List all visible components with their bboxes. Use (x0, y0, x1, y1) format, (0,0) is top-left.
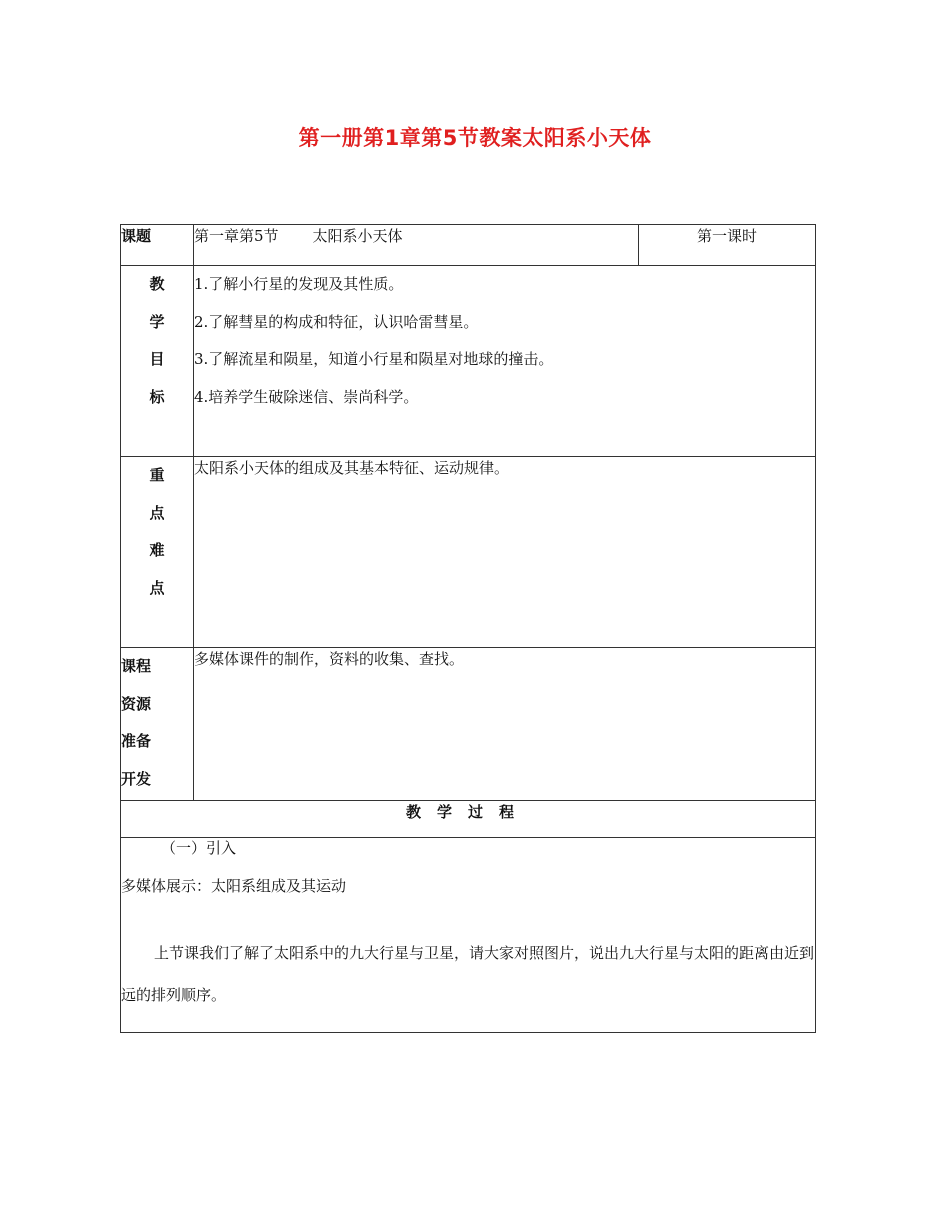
resources-label-line: 开发 (121, 769, 152, 788)
key-points-label (121, 457, 194, 648)
intro-line: （一）引入 (161, 839, 237, 857)
goal-item: 4.培养学生破除迷信、崇尚科学。 (194, 387, 419, 406)
period-cell: 第一课时 (639, 225, 816, 266)
goals-label-char: 学 (149, 312, 165, 331)
process-body-row (121, 838, 816, 1033)
goals-row (121, 266, 816, 457)
process-body (121, 838, 816, 1033)
process-heading: 教学过程 (121, 801, 816, 838)
process-paragraph: 上节课我们了解了太阳系中的九大行星与卫星，请大家对照图片，说出九大行星与太阳的距离由近到远的排列顺序。 (121, 944, 815, 1004)
key-points-label-char: 难 (149, 541, 165, 559)
goals-label-char: 目 (149, 350, 165, 368)
subject-cell (194, 225, 639, 266)
resources-label-line: 准备 (121, 732, 152, 750)
goal-item: 1.了解小行星的发现及其性质。 (194, 275, 404, 293)
key-points-label-char: 重 (149, 466, 165, 484)
goals-label (121, 266, 194, 457)
key-points-label-char: 点 (149, 578, 165, 597)
goals-label-char: 教 (149, 275, 165, 293)
key-points-content: 太阳系小天体的组成及其基本特征、运动规律。 (194, 457, 816, 648)
goals-label-char: 标 (149, 387, 165, 406)
resources-row (121, 648, 816, 801)
chapter-text: 第一章第5节 (194, 227, 279, 245)
subject-label: 课题 (121, 225, 194, 266)
process-heading-row (121, 801, 816, 838)
resources-content: 多媒体课件的制作，资料的收集、查找。 (194, 648, 816, 801)
goals-content (194, 266, 816, 457)
topic-text: 太阳系小天体 (312, 227, 403, 245)
resources-label-line: 课程 (121, 657, 152, 675)
document-title: 第一册第1章第5节教案太阳系小天体 (298, 126, 652, 150)
goal-item: 2.了解彗星的构成和特征，认识哈雷彗星。 (194, 312, 479, 331)
media-line: 多媒体展示：太阳系组成及其运动 (121, 877, 347, 895)
key-points-label-char: 点 (149, 503, 165, 522)
header-row (121, 225, 816, 266)
lesson-plan-table (120, 224, 816, 1033)
key-points-row (121, 457, 816, 648)
goal-item: 3.了解流星和陨星，知道小行星和陨星对地球的撞击。 (194, 350, 554, 368)
resources-label-line: 资源 (121, 694, 152, 713)
resources-label (121, 648, 194, 801)
